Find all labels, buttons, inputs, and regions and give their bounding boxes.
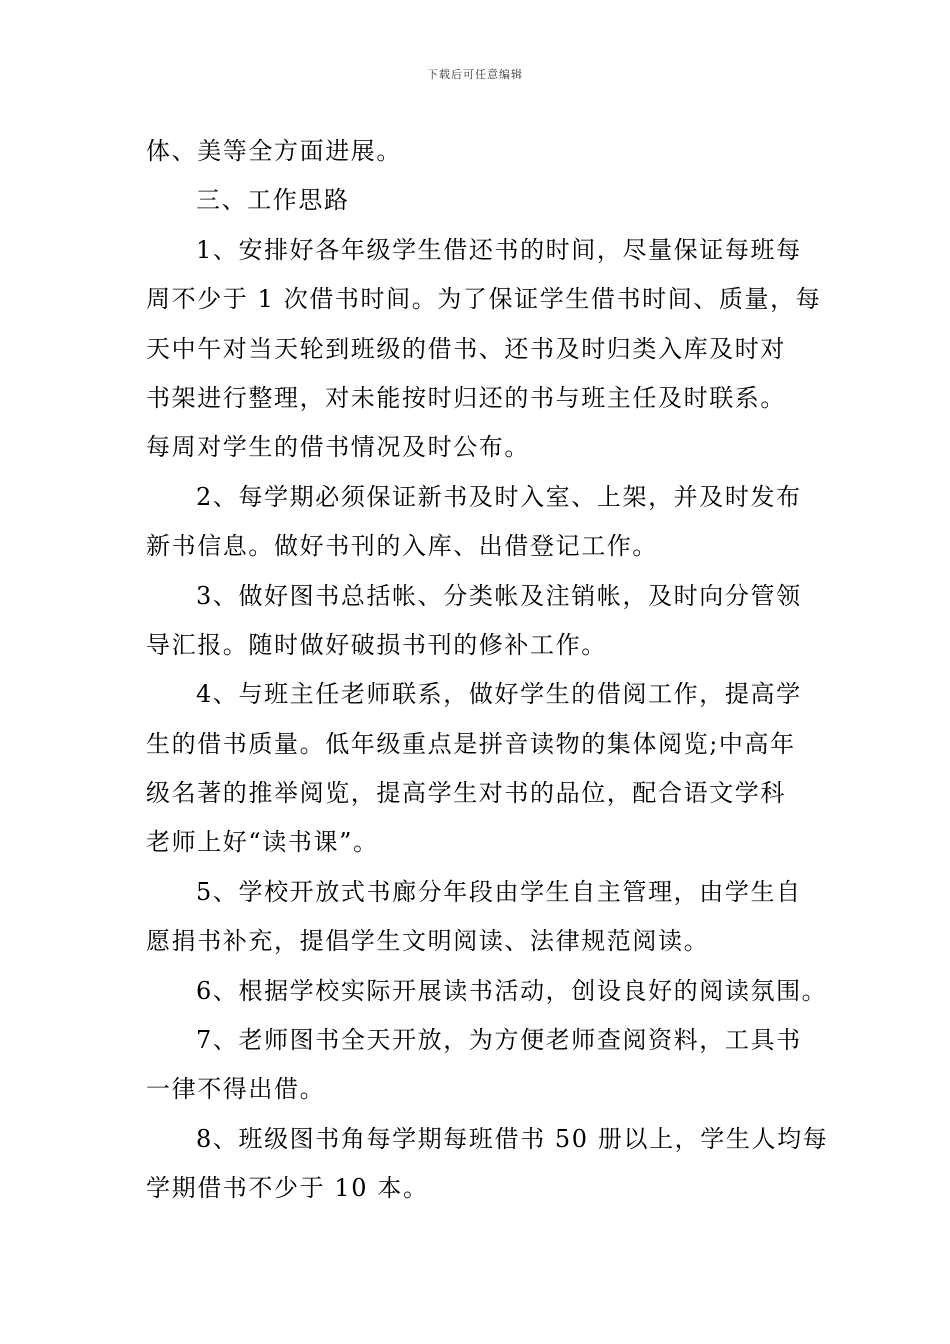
page-header-note: 下载后可任意编辑: [427, 68, 523, 81]
paragraph-line: 级名著的推举阅览，提高学生对书的品位，配合语文学科: [146, 779, 786, 808]
section-heading: 三、工作思路: [196, 186, 350, 215]
paragraph-line: 一律不得出借。: [146, 1075, 326, 1104]
paragraph-line: 生的借书质量。低年级重点是拼音读物的集体阅览;中高年: [146, 729, 796, 758]
paragraph-line: 4、与班主任老师联系，做好学生的借阅工作，提高学: [196, 680, 802, 709]
paragraph-line: 1、安排好各年级学生借还书的时间，尽量保证每班每: [196, 235, 802, 264]
paragraph-line: 天中午对当天轮到班级的借书、还书及时归类入库及时对: [146, 334, 786, 363]
paragraph-line: 周不少于 1 次借书时间。为了保证学生借书时间、质量，每: [146, 285, 822, 314]
paragraph-line: 书架进行整理，对未能按时归还的书与班主任及时联系。: [146, 383, 786, 412]
paragraph-line: 导汇报。随时做好破损书刊的修补工作。: [146, 630, 607, 659]
paragraph-line: 8、班级图书角每学期每班借书 50 册以上，学生人均每: [196, 1124, 829, 1153]
paragraph-line: 老师上好“读书课”。: [146, 828, 379, 857]
paragraph-line: 3、做好图书总括帐、分类帐及注销帐，及时向分管领: [196, 581, 802, 610]
paragraph-line: 5、学校开放式书廊分年段由学生自主管理，由学生自: [196, 877, 802, 906]
document-body: [146, 127, 829, 1214]
paragraph-line: 体、美等全方面进展。: [146, 137, 402, 165]
paragraph-line: 7、老师图书全天开放，为方便老师查阅资料，工具书: [196, 1026, 802, 1055]
paragraph-line: 6、根据学校实际开展读书活动，创设良好的阅读氛围。: [196, 976, 828, 1005]
paragraph-line: 学期借书不少于 10 本。: [146, 1174, 429, 1203]
paragraph-line: 每周对学生的借书情况及时公布。: [146, 433, 530, 462]
paragraph-line: 2、每学期必须保证新书及时入室、上架，并及时发布: [196, 482, 802, 511]
paragraph-line: 愿捐书补充，提倡学生文明阅读、法律规范阅读。: [146, 927, 710, 956]
paragraph-line: 新书信息。做好书刊的入库、出借登记工作。: [146, 532, 658, 561]
